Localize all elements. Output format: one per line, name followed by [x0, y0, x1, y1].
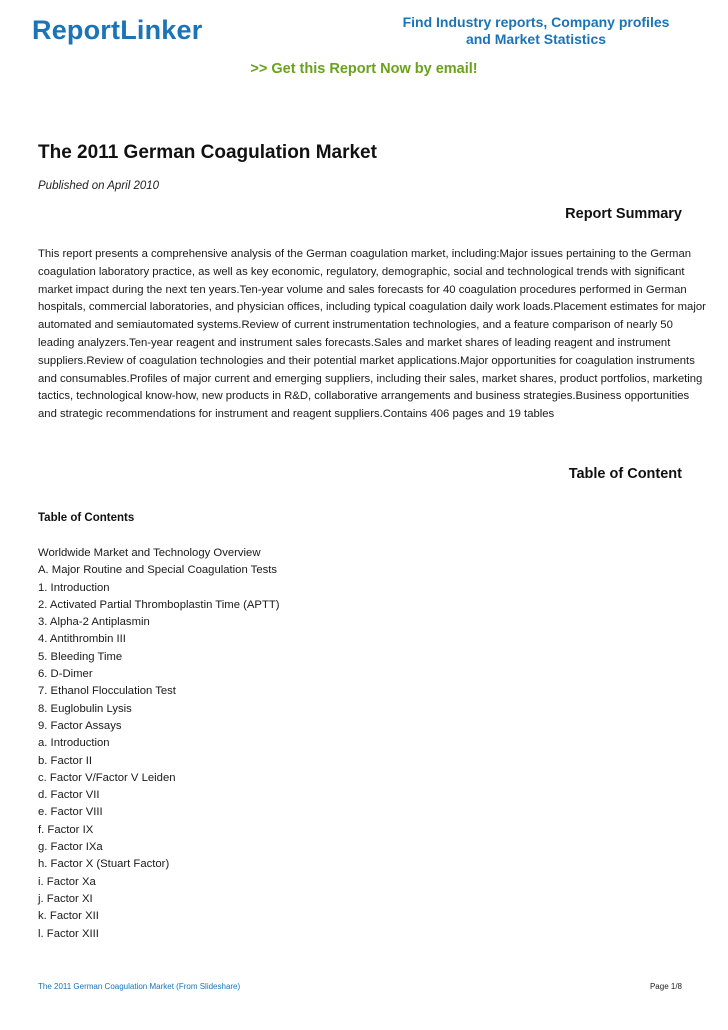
- toc-item: f. Factor IX: [38, 823, 94, 836]
- table-of-content-heading: Table of Content: [568, 466, 682, 482]
- toc-item: 7. Ethanol Flocculation Test: [38, 685, 176, 698]
- get-report-link[interactable]: >> Get this Report Now by email!: [250, 61, 478, 77]
- tagline-line-2: and Market Statistics: [465, 31, 607, 47]
- summary-line: and consumables.Profiles of major current and emerging suppliers, including their sales, market shares, product portfolios, marketing: [38, 372, 703, 385]
- summary-line: market impact during the next ten years.Ten-year volume and sales forecasts for 40 coagulation procedures performed in German: [38, 283, 687, 296]
- toc-item: 8. Euglobulin Lysis: [38, 702, 132, 715]
- toc-item: 5. Bleeding Time: [38, 650, 123, 663]
- toc-item: d. Factor VII: [38, 789, 100, 802]
- summary-line: tactics, technological know-how, new products in R&D, collaborative arrangements and business strategies.Business opportunities: [38, 390, 690, 403]
- footer-source-link[interactable]: The 2011 German Coagulation Market (From Slideshare): [38, 982, 241, 991]
- summary-line: coagulation laboratory practice, as well as key economic, regulatory, demographic, social and technological trends with significant: [38, 265, 685, 278]
- toc-item: 6. D-Dimer: [38, 668, 93, 681]
- toc-item: a. Introduction: [38, 737, 110, 750]
- summary-line: suppliers.Review of coagulation technologies and their potential market applications.Major opportunities for coagulation instruments: [38, 354, 695, 367]
- toc-item: b. Factor II: [38, 754, 92, 767]
- toc-item: 2. Activated Partial Thromboplastin Time (APTT): [38, 598, 280, 611]
- toc-item: i. Factor Xa: [38, 875, 96, 888]
- toc-item: 3. Alpha-2 Antiplasmin: [38, 616, 150, 629]
- logo[interactable]: ReportLinker: [32, 15, 203, 45]
- toc-list: [38, 545, 280, 943]
- toc-item: e. Factor VIII: [38, 806, 103, 819]
- tagline: [380, 14, 692, 48]
- summary-line: hospitals, commercial laboratories, and physician offices, including typical coagulation daily work loads.Placement estimates for major: [38, 301, 706, 314]
- summary-line: and strategic recommendations for instrument and reagent suppliers.Contains 406 pages and 19 tables: [38, 408, 555, 421]
- toc-item: h. Factor X (Stuart Factor): [38, 858, 170, 871]
- summary-line: leading analyzers.Ten-year reagent and instrument sales forecasts.Sales and market shares of leading reagent and instrument: [38, 336, 671, 349]
- toc-item: 1. Introduction: [38, 581, 110, 594]
- toc-item: k. Factor XII: [38, 910, 99, 923]
- summary-text: [38, 246, 706, 424]
- published-date: Published on April 2010: [38, 180, 160, 192]
- toc-item: j. Factor XI: [38, 892, 93, 905]
- report-title: The 2011 German Coagulation Market: [38, 142, 377, 163]
- summary-line: This report presents a comprehensive analysis of the German coagulation market, including:Major issues pertaining to the German: [38, 248, 692, 260]
- report-summary-heading: Report Summary: [565, 206, 682, 222]
- toc-title: Table of Contents: [38, 512, 135, 524]
- toc-item: A. Major Routine and Special Coagulation Tests: [38, 564, 278, 577]
- tagline-line-1: Find Industry reports, Company profiles: [402, 14, 670, 30]
- toc-item: Worldwide Market and Technology Overview: [38, 547, 261, 559]
- toc-item: g. Factor IXa: [38, 841, 103, 854]
- toc-item: 4. Antithrombin III: [38, 633, 126, 646]
- toc-item: 9. Factor Assays: [38, 719, 122, 732]
- toc-item: l. Factor XIII: [38, 927, 99, 940]
- summary-line: automated and semiautomated systems.Review of current instrumentation technologies, and a feature comparison of nearly 50: [38, 319, 673, 332]
- toc-item: c. Factor V/Factor V Leiden: [38, 771, 176, 784]
- page-number: Page 1/8: [649, 982, 682, 991]
